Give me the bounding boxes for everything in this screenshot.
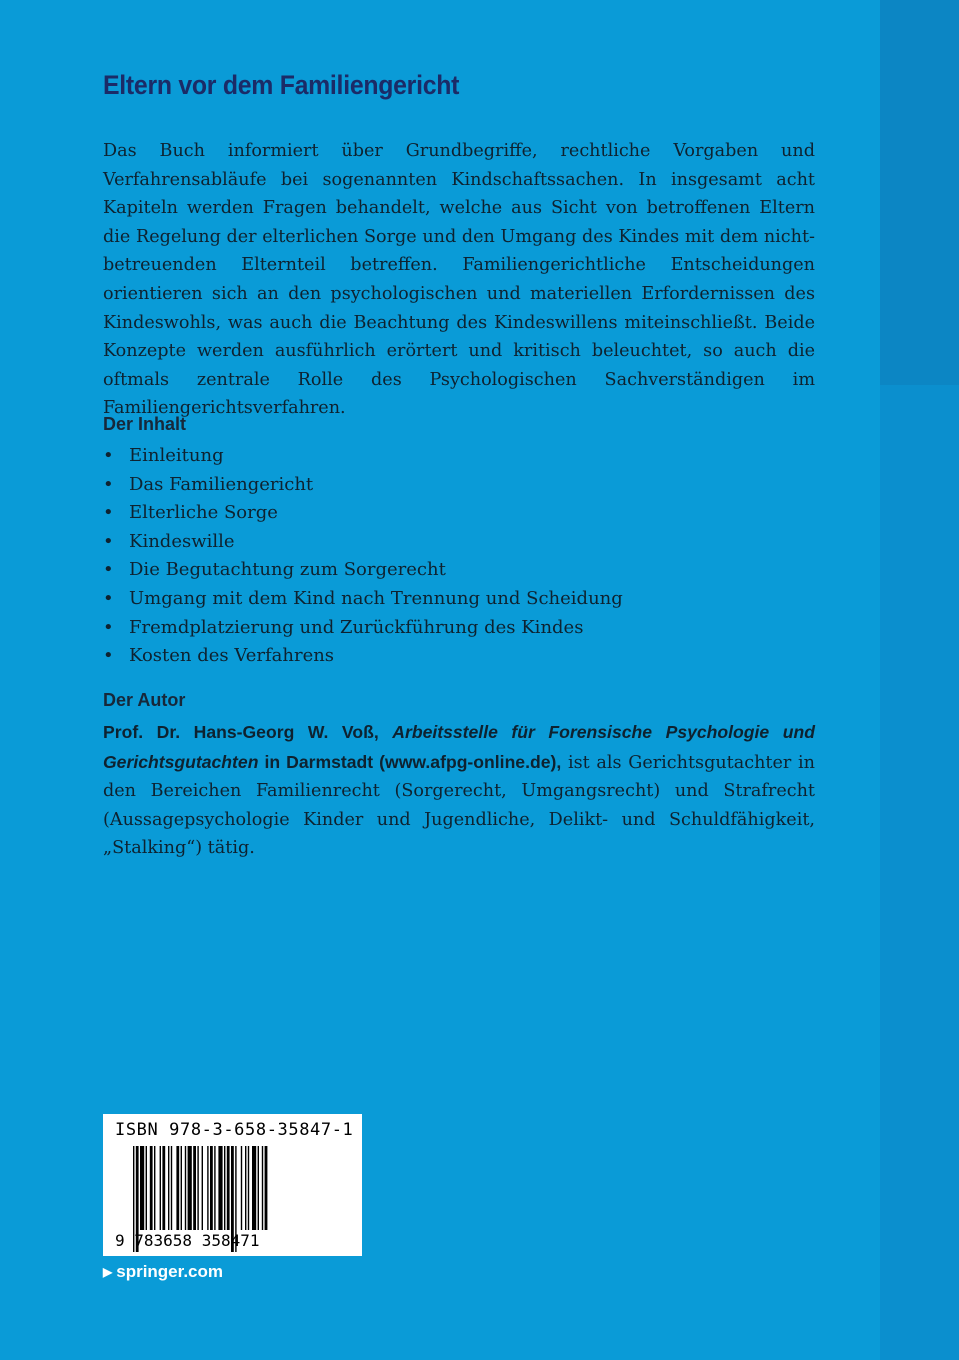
isbn-label: ISBN 978-3-658-35847-1 (115, 1120, 354, 1140)
barcode-bar (227, 1146, 230, 1230)
list-item (103, 642, 623, 671)
contents-heading: Der Inhalt (103, 414, 187, 434)
barcode-bar (207, 1146, 208, 1230)
barcode-bar (160, 1146, 161, 1230)
list-item (103, 528, 623, 557)
author-institution: Arbeitsstelle für Forensische Psychologie und Gerichtsgutachten (103, 722, 815, 772)
barcode-bar (262, 1146, 263, 1230)
barcode-bar (140, 1146, 144, 1230)
bullet: • (103, 587, 114, 609)
book-title: Eltern vor dem Familiengericht (103, 70, 460, 100)
contents-list (103, 442, 623, 671)
list-item (103, 585, 623, 614)
list-item-label: Umgang mit dem Kind nach Trennung und Scheidung (129, 587, 623, 609)
barcode-bar (218, 1146, 222, 1230)
barcode-bar (248, 1146, 249, 1230)
barcode-bar (146, 1146, 147, 1230)
spine-strip-top (880, 0, 959, 385)
barcode-bar (185, 1146, 186, 1230)
bullet: • (103, 445, 114, 466)
author-location: in Darmstadt (www.afpg-online.de), (258, 751, 562, 772)
list-item-label: Kindeswille (129, 530, 235, 552)
bullet: • (103, 502, 114, 524)
play-arrow-icon: ▶ (103, 1265, 113, 1279)
isbn-barcode (103, 1114, 362, 1256)
barcode-bar (162, 1146, 165, 1230)
barcode-bar (188, 1146, 192, 1230)
barcode-bar (154, 1146, 155, 1230)
author-description: ist als Gerichtsgutachter in den Bereichen Familienrecht (Sorgerecht, Umgangsrecht) und Strafrecht (Aussagepsychologie Kinder und Jugendliche, Delikt- und Schuldfähigkeit, „Stalking“) tätig. (103, 752, 815, 859)
list-item-label: Einleitung (129, 445, 224, 466)
intro-paragraph: Das Buch informiert über Grundbegriffe, rechtliche Vorgaben und Verfahrensabläufe bei sogenannten Kindschaftssachen. In insgesamt acht Kapiteln werden Fragen behandelt, welche aus Sicht von betroffenen Eltern die Regelung der elterlichen Sorge und den Umgang des Kindes mit dem nicht-betreuenden Elternteil betreffen. Familiengerichtliche Entscheidungen orientieren sich an den psychologischen und materiellen Erfordernissen des Kindeswohls, was auch die Beachtung des Kindeswillens miteinschließt. Beide Konzepte werden ausführlich erörtert und kritisch beleuchtet, so auch die oftmals zentrale Rolle des Psychologischen Sachverständigen im Familiengerichtsverfahren. (103, 141, 815, 419)
barcode-bar (210, 1146, 213, 1230)
barcode-bar (214, 1146, 215, 1230)
barcode-bar (171, 1146, 172, 1230)
bullet: • (103, 530, 114, 552)
list-item-label: Elterliche Sorge (129, 502, 278, 524)
barcode-bar (224, 1146, 225, 1230)
list-item-label: Die Begutachtung zum Sorgerecht (129, 559, 446, 581)
barcode-bar (197, 1146, 198, 1230)
bullet: • (103, 473, 114, 495)
list-item-label: Das Familiengericht (129, 473, 314, 495)
bullet: • (103, 559, 114, 581)
list-item (103, 499, 623, 528)
barcode-bar (241, 1146, 242, 1230)
barcode-bar (176, 1146, 179, 1230)
barcode-bar (252, 1146, 256, 1230)
list-item (103, 556, 623, 585)
barcode-bar (181, 1146, 182, 1230)
bullet: • (103, 616, 114, 638)
author-name: Prof. Dr. Hans-Georg W. Voß, (103, 722, 393, 742)
author-heading: Der Autor (103, 690, 186, 710)
barcode-bar (193, 1146, 196, 1230)
barcode-bar (168, 1146, 169, 1230)
list-item (103, 442, 623, 471)
list-item-label: Kosten des Verfahrens (129, 645, 335, 667)
barcode-bar (150, 1146, 153, 1230)
publisher-link[interactable] (103, 1262, 223, 1282)
list-item (103, 471, 623, 500)
barcode-bar (265, 1146, 268, 1230)
barcode-bar (258, 1146, 259, 1230)
list-item-label: Fremdplatzierung und Zurückführung des Kindes (129, 616, 584, 638)
publisher-url: springer.com (116, 1262, 223, 1281)
bullet: • (103, 645, 114, 667)
barcode-bar (202, 1146, 203, 1230)
author-paragraph (103, 718, 815, 863)
list-item (103, 614, 623, 643)
isbn-digits: 9 783658 358471 (115, 1231, 260, 1250)
barcode-bar (245, 1146, 246, 1230)
